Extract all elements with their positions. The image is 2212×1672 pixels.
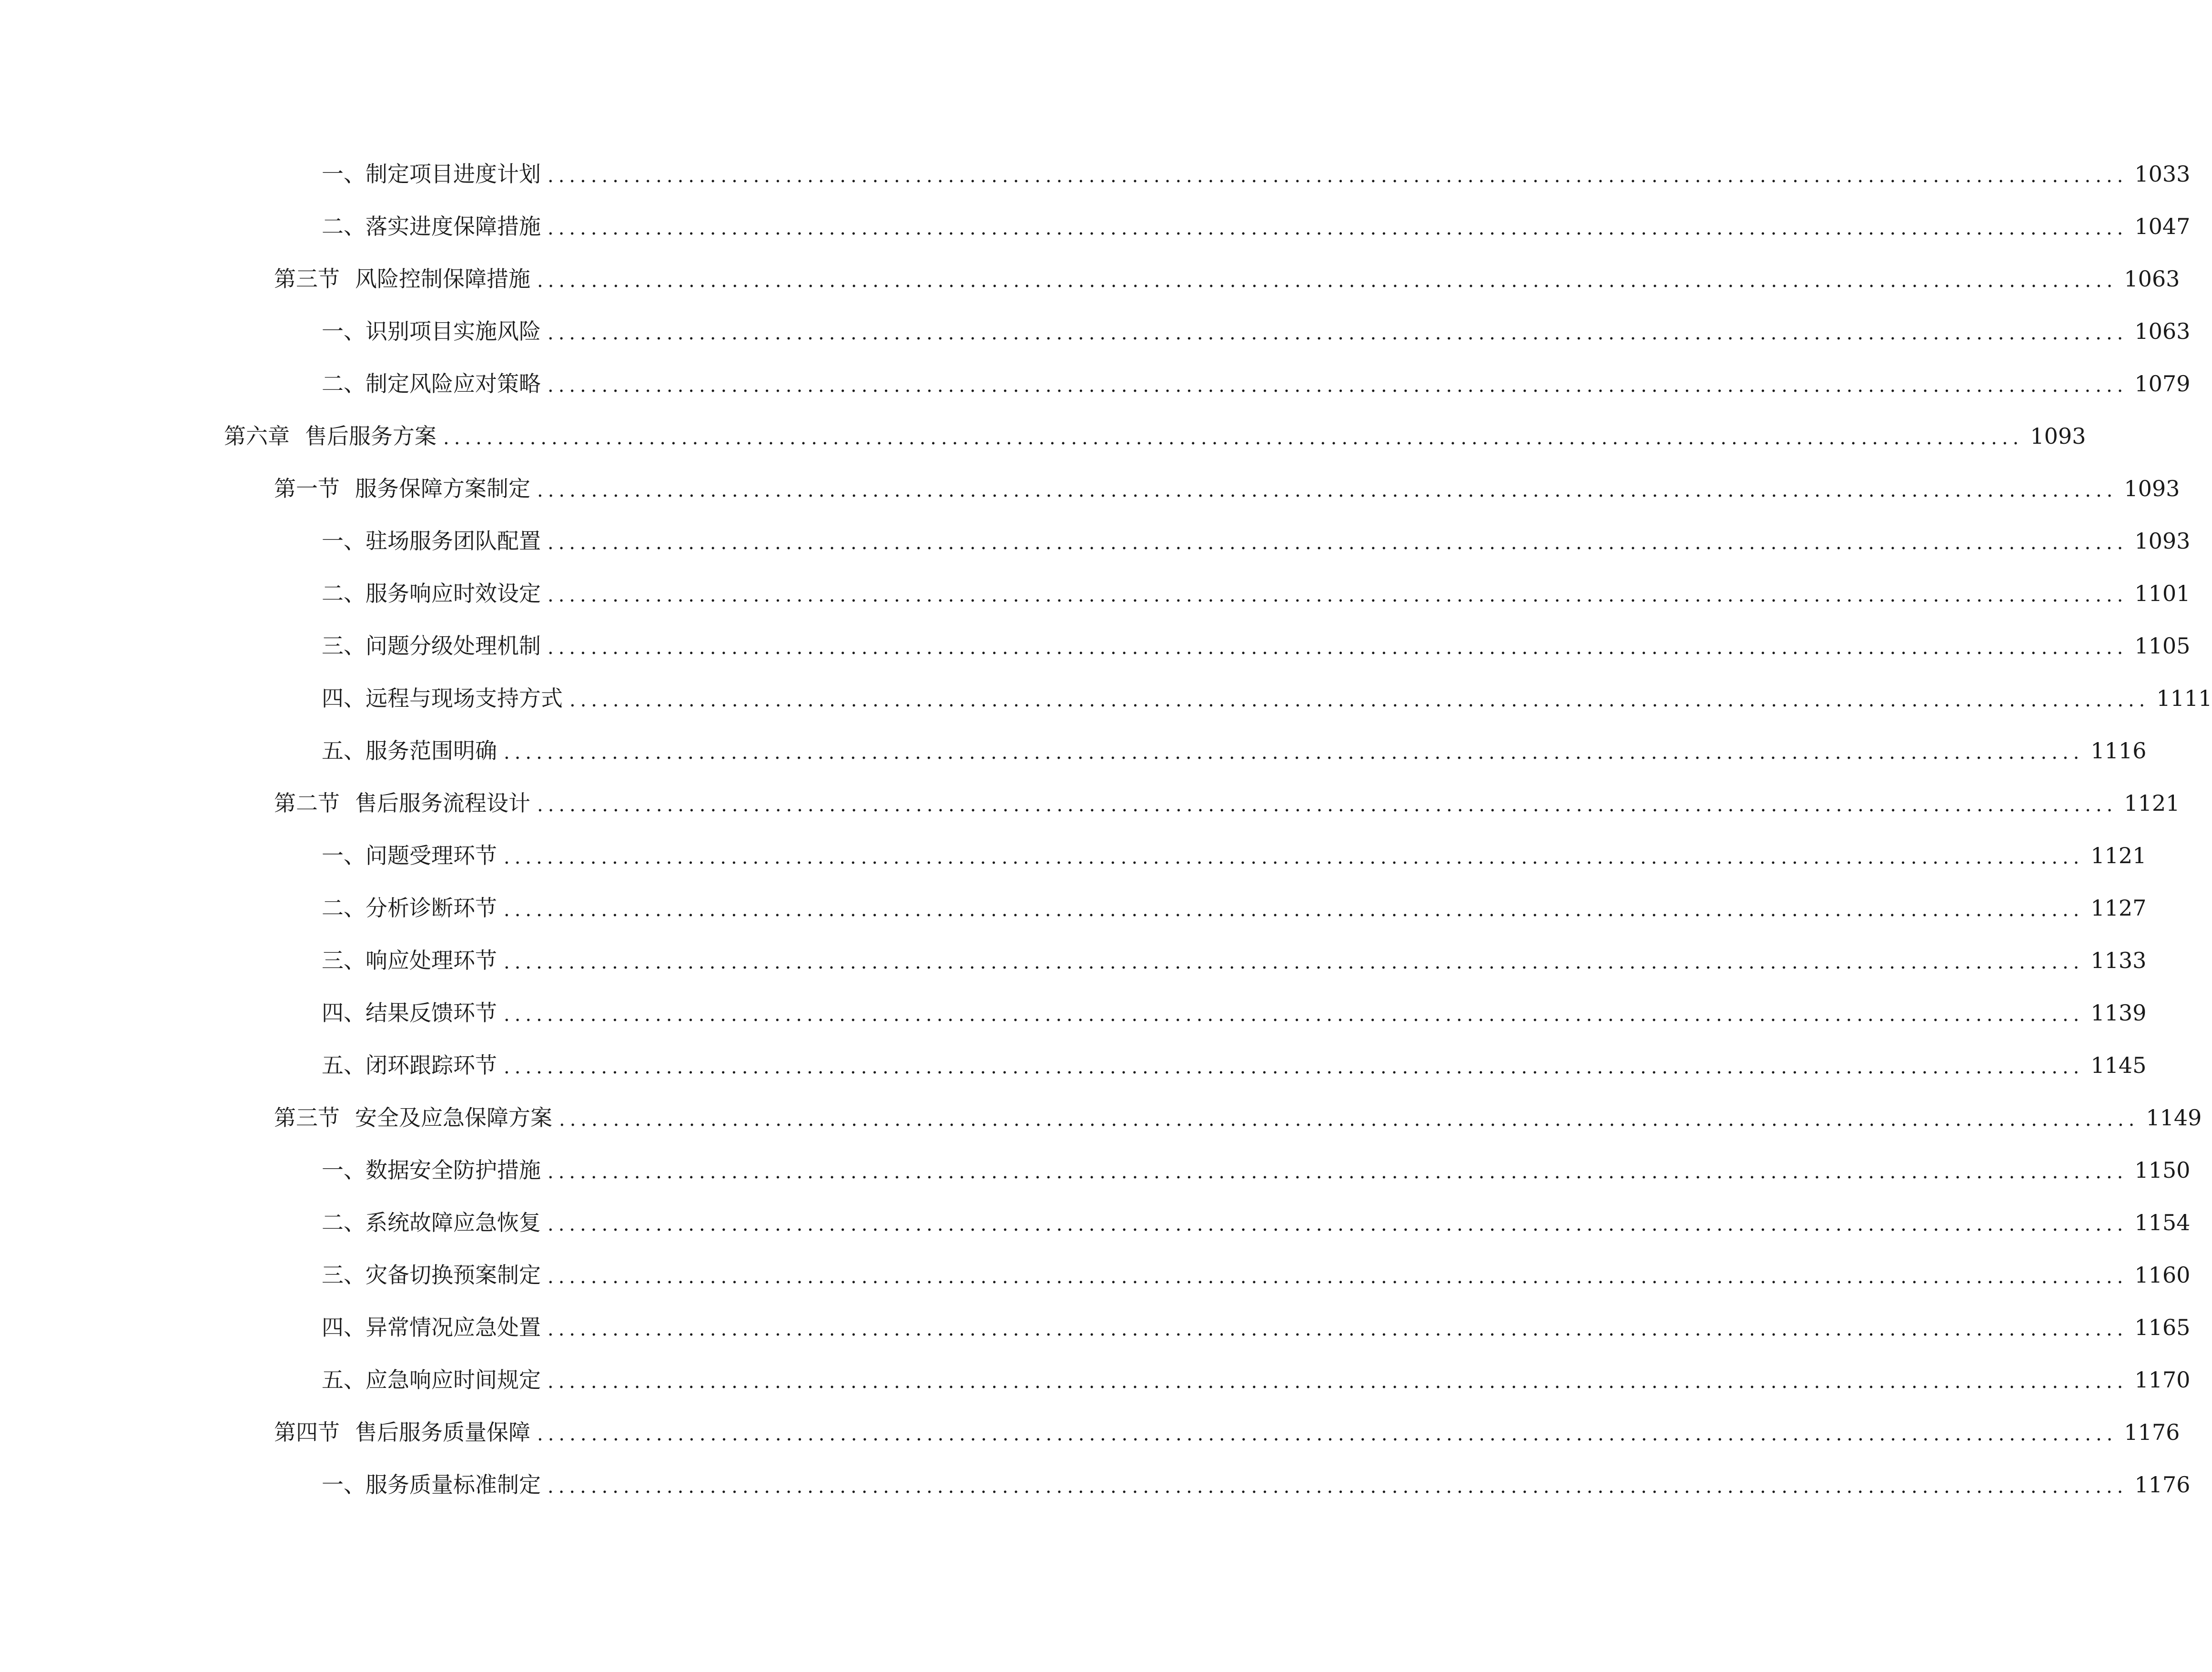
toc-subsection-entry[interactable] <box>0 1354 2191 1406</box>
toc-subsection-entry[interactable] <box>0 1144 2191 1196</box>
toc-page-number: 1079 <box>2134 371 2191 397</box>
toc-section-entry[interactable] <box>0 1406 2180 1458</box>
toc-subsection-entry[interactable] <box>0 305 2191 357</box>
table-of-contents <box>0 148 2212 1511</box>
toc-entry-title: 安全及应急保障方案 <box>355 1105 552 1131</box>
toc-section-entry[interactable] <box>0 462 2180 515</box>
toc-dot-leader: .................................................................................................................................................. <box>548 1318 2128 1340</box>
toc-entry-number: 第一节 <box>274 476 340 501</box>
toc-page-number: 1093 <box>2134 528 2191 554</box>
toc-entry-number: 四、 <box>322 1315 365 1340</box>
toc-section-entry[interactable] <box>0 1091 2202 1144</box>
toc-entry-title: 售后服务流程设计 <box>355 790 530 816</box>
toc-entry-number: 一、 <box>322 161 365 187</box>
toc-entry-number: 一、 <box>322 843 365 868</box>
toc-entry-title: 问题受理环节 <box>365 843 497 868</box>
toc-dot-leader: .................................................................................................................................................. <box>504 951 2084 973</box>
toc-page-number: 1154 <box>2134 1210 2191 1235</box>
toc-page-number: 1101 <box>2134 581 2191 606</box>
toc-entry-number: 五、 <box>322 738 365 764</box>
toc-subsection-entry[interactable] <box>0 1196 2191 1249</box>
toc-entry-number: 四、 <box>322 1000 365 1026</box>
toc-subsection-entry[interactable] <box>0 1301 2191 1354</box>
toc-subsection-entry[interactable] <box>0 672 2212 724</box>
toc-page-number: 1121 <box>2124 790 2180 816</box>
toc-page-number: 1105 <box>2134 633 2191 659</box>
toc-entry-number: 第四节 <box>274 1419 340 1445</box>
toc-subsection-entry[interactable] <box>0 987 2147 1039</box>
toc-entry-title: 结果反馈环节 <box>365 1000 497 1026</box>
toc-dot-leader: .................................................................................................................................................. <box>537 479 2118 501</box>
toc-page-number: 1127 <box>2090 895 2147 921</box>
toc-subsection-entry[interactable] <box>0 1249 2191 1301</box>
toc-entry-number: 二、 <box>322 895 365 921</box>
toc-page-number: 1121 <box>2090 843 2147 868</box>
toc-page-number: 1145 <box>2090 1052 2147 1078</box>
toc-entry-number: 一、 <box>322 1157 365 1183</box>
toc-entry-title: 驻场服务团队配置 <box>365 528 541 554</box>
toc-subsection-entry[interactable] <box>0 882 2147 934</box>
toc-dot-leader: .................................................................................................................................................. <box>504 1056 2084 1078</box>
toc-entry-title: 响应处理环节 <box>365 948 497 973</box>
toc-page-number: 1111 <box>2156 685 2212 711</box>
toc-entry-title: 服务质量标准制定 <box>365 1472 541 1498</box>
toc-entry-title: 服务保障方案制定 <box>355 476 530 501</box>
toc-entry-number: 四、 <box>322 685 365 711</box>
toc-entry-title: 系统故障应急恢复 <box>365 1210 541 1235</box>
toc-dot-leader: .................................................................................................................................................. <box>537 794 2118 816</box>
toc-page-number: 1139 <box>2090 1000 2147 1026</box>
toc-dot-leader: .................................................................................................................................................. <box>548 1266 2128 1288</box>
toc-dot-leader: .................................................................................................................................................. <box>548 1213 2128 1235</box>
toc-entry-number: 三、 <box>322 948 365 973</box>
toc-entry-number: 二、 <box>322 581 365 606</box>
toc-entry-number: 二、 <box>322 1210 365 1235</box>
toc-page-number: 1133 <box>2090 948 2147 973</box>
toc-entry-title: 服务范围明确 <box>365 738 497 764</box>
toc-entry-title: 服务响应时效设定 <box>365 581 541 606</box>
toc-page-number: 1047 <box>2134 214 2191 239</box>
toc-entry-title: 售后服务方案 <box>305 423 436 449</box>
toc-subsection-entry[interactable] <box>0 1039 2147 1091</box>
toc-dot-leader: .................................................................................................................................................. <box>548 1371 2128 1393</box>
toc-page-number: 1170 <box>2134 1367 2191 1393</box>
toc-entry-number: 一、 <box>322 318 365 344</box>
toc-entry-number: 二、 <box>322 371 365 397</box>
toc-entry-number: 第三节 <box>274 266 340 292</box>
toc-page-number: 1165 <box>2134 1315 2191 1340</box>
toc-chapter-entry[interactable] <box>0 410 2086 462</box>
toc-dot-leader: .................................................................................................................................................. <box>548 1161 2128 1183</box>
toc-dot-leader: .................................................................................................................................................. <box>548 637 2128 659</box>
toc-subsection-entry[interactable] <box>0 934 2147 987</box>
toc-dot-leader: .................................................................................................................................................. <box>537 270 2118 292</box>
toc-subsection-entry[interactable] <box>0 515 2191 567</box>
toc-entry-title: 灾备切换预案制定 <box>365 1262 541 1288</box>
toc-entry-number: 五、 <box>322 1052 365 1078</box>
toc-section-entry[interactable] <box>0 777 2180 829</box>
toc-dot-leader: .................................................................................................................................................. <box>548 375 2128 397</box>
toc-dot-leader: .................................................................................................................................................. <box>504 899 2084 921</box>
toc-subsection-entry[interactable] <box>0 567 2191 620</box>
toc-dot-leader: .................................................................................................................................................. <box>504 742 2084 764</box>
toc-entry-title: 数据安全防护措施 <box>365 1157 541 1183</box>
toc-entry-number: 一、 <box>322 528 365 554</box>
toc-dot-leader: .................................................................................................................................................. <box>504 1004 2084 1026</box>
toc-entry-number: 一、 <box>322 1472 365 1498</box>
toc-page-number: 1093 <box>2124 476 2180 501</box>
toc-entry-number: 三、 <box>322 633 365 659</box>
toc-subsection-entry[interactable] <box>0 357 2191 410</box>
toc-section-entry[interactable] <box>0 253 2180 305</box>
toc-page-number: 1116 <box>2090 738 2147 764</box>
toc-page-number: 1149 <box>2146 1105 2202 1131</box>
toc-entry-title: 闭环跟踪环节 <box>365 1052 497 1078</box>
toc-dot-leader: .................................................................................................................................................. <box>548 1476 2128 1498</box>
toc-dot-leader: .................................................................................................................................................. <box>548 322 2128 344</box>
toc-entry-title: 制定风险应对策略 <box>365 371 541 397</box>
toc-dot-leader: .................................................................................................................................................. <box>548 165 2128 187</box>
toc-entry-title: 异常情况应急处置 <box>365 1315 541 1340</box>
toc-entry-title: 远程与现场支持方式 <box>365 685 563 711</box>
toc-entry-number: 第六章 <box>224 423 290 449</box>
toc-entry-number: 五、 <box>322 1367 365 1393</box>
toc-entry-title: 识别项目实施风险 <box>365 318 541 344</box>
toc-subsection-entry[interactable] <box>0 200 2191 253</box>
toc-page-number: 1176 <box>2124 1419 2180 1445</box>
toc-dot-leader: .................................................................................................................................................. <box>548 217 2128 239</box>
toc-entry-title: 售后服务质量保障 <box>355 1419 530 1445</box>
toc-dot-leader: .................................................................................................................................................. <box>559 1109 2140 1131</box>
toc-subsection-entry[interactable] <box>0 724 2147 777</box>
toc-page-number: 1176 <box>2134 1472 2191 1498</box>
toc-subsection-entry[interactable] <box>0 148 2191 200</box>
toc-entry-title: 制定项目进度计划 <box>365 161 541 187</box>
toc-entry-title: 问题分级处理机制 <box>365 633 541 659</box>
toc-entry-number: 三、 <box>322 1262 365 1288</box>
toc-subsection-entry[interactable] <box>0 1458 2191 1511</box>
toc-entry-title: 风险控制保障措施 <box>355 266 530 292</box>
toc-dot-leader: .................................................................................................................................................. <box>548 584 2128 606</box>
toc-page-number: 1160 <box>2134 1262 2191 1288</box>
toc-page-number: 1033 <box>2134 161 2191 187</box>
toc-entry-title: 应急响应时间规定 <box>365 1367 541 1393</box>
toc-entry-number: 第二节 <box>274 790 340 816</box>
toc-entry-number: 第三节 <box>274 1105 340 1131</box>
toc-page-number: 1093 <box>2030 423 2086 449</box>
toc-entry-number: 二、 <box>322 214 365 239</box>
toc-dot-leader: .................................................................................................................................................. <box>504 846 2084 868</box>
toc-dot-leader: .................................................................................................................................................. <box>537 1423 2118 1445</box>
toc-entry-title: 落实进度保障措施 <box>365 214 541 239</box>
toc-page-number: 1063 <box>2134 318 2191 344</box>
toc-dot-leader: .................................................................................................................................................. <box>548 532 2128 554</box>
toc-page-number: 1150 <box>2134 1157 2191 1183</box>
toc-subsection-entry[interactable] <box>0 620 2191 672</box>
toc-dot-leader: .................................................................................................................................................. <box>569 689 2150 711</box>
toc-entry-title: 分析诊断环节 <box>365 895 497 921</box>
toc-page-number: 1063 <box>2124 266 2180 292</box>
toc-dot-leader: .................................................................................................................................................. <box>443 427 2024 449</box>
toc-subsection-entry[interactable] <box>0 829 2147 882</box>
